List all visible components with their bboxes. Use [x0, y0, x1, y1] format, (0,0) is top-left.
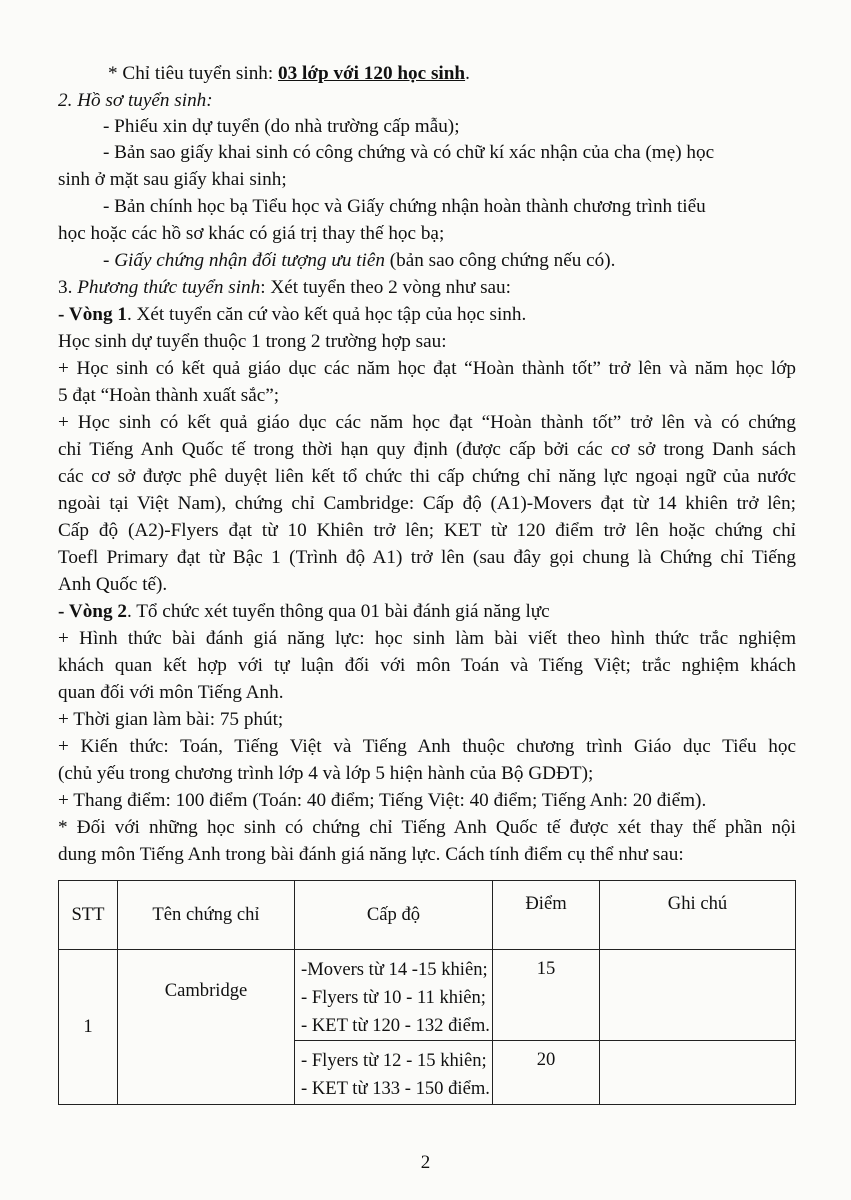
document-item: - Bản chính học bạ Tiểu học và Giấy chứng nhận hoàn thành chương trình tiểu	[103, 196, 706, 217]
paragraph-line: Toefl Primary đạt từ Bậc 1 (Trình độ A1) trở lên (sau đây gọi chung là Chứng chỉ Tiếng	[58, 547, 796, 568]
document-item: - Giấy chứng nhận đối tượng ưu tiên (bản sao công chứng nếu có).	[103, 250, 616, 271]
paragraph-line: 5 đạt “Hoàn thành xuất sắc”;	[58, 385, 280, 406]
paragraph-line: quan đối với môn Tiếng Anh.	[58, 682, 284, 703]
level-line: - Flyers từ 10 - 11 khiên;	[301, 987, 486, 1008]
document-item-cont: sinh ở mặt sau giấy khai sinh;	[58, 169, 287, 190]
level-line: - KET từ 133 - 150 điểm.	[301, 1078, 490, 1099]
document-item: - Phiếu xin dự tuyển (do nhà trường cấp mẫu);	[103, 116, 460, 137]
paragraph-line: khách quan kết hợp với tự luận đối với môn Toán và Tiếng Việt; trắc nghiệm khách	[58, 655, 796, 676]
paragraph-line: * Đối với những học sinh có chứng chỉ Tiếng Anh Quốc tế được xét thay thế phần nội	[58, 817, 796, 838]
paragraph-line: + Học sinh có kết quả giáo dục các năm học đạt “Hoàn thành tốt” trở lên và năm học lớp	[58, 358, 796, 379]
level-line: - Flyers từ 12 - 15 khiên;	[301, 1050, 487, 1071]
cell-points: 20	[493, 1041, 600, 1105]
paragraph-line: + Thời gian làm bài: 75 phút;	[58, 709, 284, 730]
paragraph-line: + Kiến thức: Toán, Tiếng Việt và Tiếng Anh thuộc chương trình Giáo dục Tiểu học	[58, 736, 796, 757]
paragraph-line: dung môn Tiếng Anh trong bài đánh giá năng lực. Cách tính điểm cụ thể như sau:	[58, 844, 684, 865]
page-number: 2	[420, 1152, 431, 1173]
paragraph-line: ngoài tại Việt Nam), chứng chỉ Cambridge: Cấp độ (A1)-Movers đạt từ 14 khiên trở lên;	[58, 493, 796, 514]
paragraph-line: Cấp độ (A2)-Flyers đạt từ 10 Khiên trở lên; KET từ 120 điểm trở lên hoặc chứng chỉ	[58, 520, 796, 541]
header-certificate-name: Tên chứng chỉ	[118, 881, 295, 950]
paragraph-line: chỉ Tiếng Anh Quốc tế trong thời hạn quy định (được cấp bởi các cơ sở trong Danh sách	[58, 439, 796, 460]
cell-note	[600, 1041, 796, 1105]
header-stt: STT	[59, 881, 118, 950]
paragraph-line: các cơ sở được phê duyệt liên kết tổ chức thi cấp chứng chỉ năng lực ngoại ngữ của nước	[58, 466, 796, 487]
round-1-heading: - Vòng 1. Xét tuyển căn cứ vào kết quả học tập của học sinh.	[58, 304, 527, 325]
table-row	[59, 950, 796, 1041]
document-item-cont: học hoặc các hồ sơ khác có giá trị thay thế học bạ;	[58, 223, 445, 244]
paragraph-line: + Thang điểm: 100 điểm (Toán: 40 điểm; Tiếng Việt: 40 điểm; Tiếng Anh: 20 điểm).	[58, 790, 707, 811]
document-item: - Bản sao giấy khai sinh có công chứng và có chữ kí xác nhận của cha (mẹ) học	[103, 142, 715, 163]
header-level: Cấp độ	[295, 881, 493, 950]
header-note: Ghi chú	[600, 881, 796, 950]
paragraph-line: Anh Quốc tế).	[58, 574, 168, 595]
level-line: -Movers từ 14 -15 khiên;	[301, 959, 488, 980]
cell-levels	[295, 1041, 493, 1105]
score-table	[58, 880, 796, 1105]
cell-note	[600, 950, 796, 1041]
quota-line: * Chỉ tiêu tuyển sinh: 03 lớp với 120 học sinh.	[108, 63, 470, 84]
paragraph-line: (chủ yếu trong chương trình lớp 4 và lớp 5 hiện hành của Bộ GDĐT);	[58, 763, 594, 784]
cell-levels	[295, 950, 493, 1041]
paragraph-line: + Học sinh có kết quả giáo dục các năm học đạt “Hoàn thành tốt” trở lên và có chứng	[58, 412, 796, 433]
table-header-row	[59, 881, 796, 950]
cell-stt: 1	[59, 950, 118, 1105]
section-3-heading: 3. Phương thức tuyển sinh: Xét tuyển theo 2 vòng như sau:	[58, 277, 511, 298]
section-2-heading: 2. Hồ sơ tuyển sinh:	[58, 90, 213, 111]
cell-certificate-name: Cambridge	[118, 950, 295, 1105]
round-2-heading: - Vòng 2. Tổ chức xét tuyển thông qua 01 bài đánh giá năng lực	[58, 601, 550, 622]
paragraph-line: Học sinh dự tuyển thuộc 1 trong 2 trường hợp sau:	[58, 331, 447, 352]
paragraph-line: + Hình thức bài đánh giá năng lực: học sinh làm bài viết theo hình thức trắc nghiệm	[58, 628, 796, 649]
header-points: Điểm	[493, 881, 600, 950]
level-line: - KET từ 120 - 132 điểm.	[301, 1015, 490, 1036]
cell-points: 15	[493, 950, 600, 1041]
